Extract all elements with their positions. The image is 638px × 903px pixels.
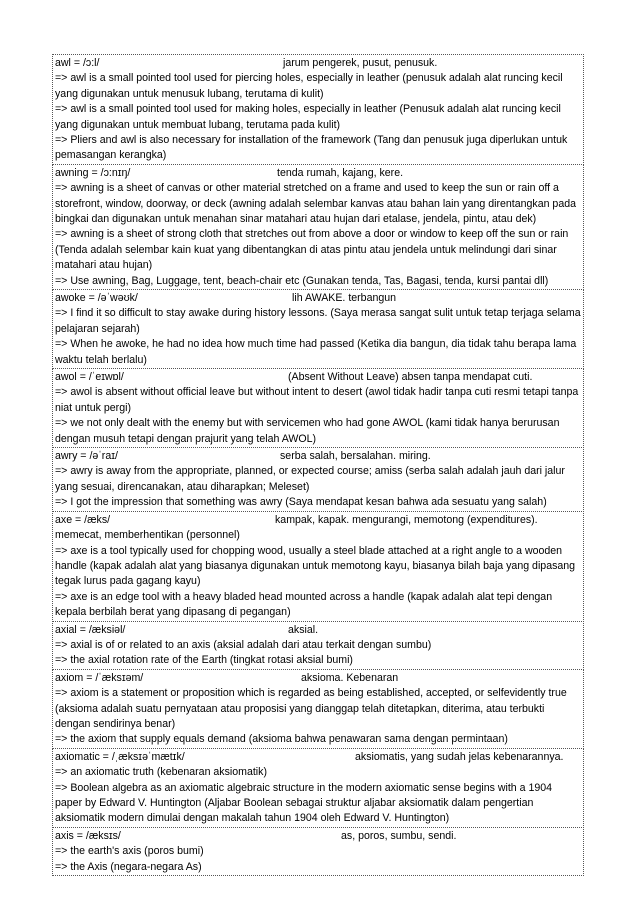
dictionary-entry (52, 621, 584, 670)
entry-example: waktu telah berlalu) (55, 353, 147, 366)
entry-example: => axe is an edge tool with a heavy bladed head mounted across a handle (kapak adalah alat tepi dengan kepala berbilah berat yang dipasang di pegangan) (55, 590, 553, 619)
dictionary-entry (52, 447, 584, 512)
entry-term: awoke = /əˈwəʊk/ (55, 292, 138, 305)
entry-term: axis = /æksɪs/ (55, 829, 121, 842)
entry-example: => axe is a tool typically used for chopping wood, usually a steel blade attached at a right angle to a wooden handle (kapak adalah alat yang biasanya digunakan untuk memotong kayu, biasanya bilah baja yang dipasang tegak lurus pada gagang kayu) (55, 544, 576, 588)
entry-example: => axial is of or related to an axis (aksial adalah dari atau terkait dengan sumbu) (55, 638, 432, 651)
entry-header (55, 829, 581, 844)
entry-example: => Use awning, Bag, Luggage, tent, beach-chair etc (Gunakan tenda, Tas, Bagasi, tenda, kursi pantai dll) (55, 274, 549, 287)
entry-example: => Boolean algebra as an axiomatic algebraic structure in the modern axiomatic sense begins with a 1904 paper by Edward V. Huntington (Aljabar Boolean sebagai struktur aljabar aksiomatik dalam pengertian aksiomatik modern dimulai dengan makalah tahun 1904 oleh Edward V. Huntington) (55, 781, 553, 825)
entry-translation: tenda rumah, kajang, kere. (277, 166, 404, 179)
entry-translation: aksial. (288, 623, 319, 636)
entry-translation: as, poros, sumbu, sendi. (341, 829, 457, 842)
entry-example: => Pliers and awl is also necessary for installation of the framework (Tang dan penusuk juga diperlukan untuk pemasangan kerangka) (55, 134, 568, 162)
entry-example: => When he awoke, he had no idea how much time had passed (Ketika dia bangun, dia tidak tahu berapa lama (55, 338, 577, 351)
entry-header (55, 513, 581, 528)
entry-example: => awl is a small pointed tool used for piercing holes, especially in leather (penusuk adalah alat runcing kecil yang digunakan untuk menusuk lubang, terutama di kulit) (55, 72, 563, 100)
entry-example: => we not only dealt with the enemy but with servicemen who had gone AWOL (kami tidak hanya berurusan dengan musuh tetapi dengan prajurit yang telah AWOL) (55, 417, 560, 445)
entry-term: awning = /ɔ:nɪŋ/ (55, 166, 131, 179)
entry-term: awl = /ɔ:l/ (55, 57, 100, 69)
entry-header (55, 623, 581, 638)
entry-example: => the axiom that supply equals demand (aksioma bahwa penawaran sama dengan permintaan) (55, 733, 508, 746)
entry-example: => awl is a small pointed tool used for making holes, especially in leather (Penusuk adalah alat runcing kecil yang digunakan untuk membuat lubang, terutama pada kulit) (55, 103, 561, 131)
entry-translation: jarum pengerek, pusut, penusuk. (283, 57, 438, 69)
entry-example: => awry is away from the appropriate, planned, or expected course; amiss (serba salah adalah jauh dari jalur yang sesuai, direncanakan, atau diharapkan; Meleset) (55, 465, 565, 493)
entry-example: => the Axis (negara-negara As) (55, 860, 202, 873)
entry-example: => axiom is a statement or proposition which is regarded as being established, accepted, or selfevidently true (aksioma adalah suatu pernyataan atau proposisi yang dianggap telah ditetapkan, diterima, atau terbukti dengan sendirinya benar) (55, 687, 567, 730)
entry-example: memecat, memberhentikan (personnel) (55, 529, 240, 542)
entry-translation: (Absent Without Leave) absen tanpa mendapat cuti. (288, 371, 533, 384)
entry-term: axial = /æksiəl/ (55, 623, 126, 636)
dictionary-entry (52, 368, 584, 448)
entry-example: => I find it so difficult to stay awake during history lessons. (Saya merasa sangat sulit untuk tetap terjaga selama pelajaran sejarah) (55, 307, 581, 335)
dictionary-entries (52, 55, 584, 876)
entry-term: awry = /əˈraɪ/ (55, 450, 118, 463)
entry-translation: aksioma. Kebenaran (301, 671, 399, 684)
dictionary-entry (52, 164, 584, 290)
entry-term: axiom = /ˈæksɪəm/ (55, 671, 144, 684)
entry-example: => awning is a sheet of strong cloth that stretches out from above a door or window to keep off the sun or rain (Tenda adalah selembar kain kuat yang dibentangkan di atas pintu atau jendela untuk melindungi dari sinar matahari atau hujan) (55, 228, 569, 272)
entry-header (55, 291, 581, 306)
entry-header (55, 56, 581, 71)
entry-header (55, 370, 581, 385)
dictionary-entry (52, 669, 584, 749)
entry-header (55, 671, 581, 686)
entry-term: awol = /ˈeɪwɒl/ (55, 371, 124, 384)
dictionary-entry (52, 289, 584, 369)
entry-header (55, 449, 581, 464)
entry-header (55, 750, 581, 765)
entry-example: => the earth's axis (poros bumi) (55, 845, 204, 858)
dictionary-entry (52, 511, 584, 622)
entry-translation: serba salah, bersalahan. miring. (280, 450, 431, 463)
entry-term: axe = /æks/ (55, 513, 111, 526)
entry-example: => an axiomatic truth (kebenaran aksiomatik) (55, 766, 267, 779)
entry-example: => awning is a sheet of canvas or other material stretched on a frame and used to keep the sun or rain off a storefront, window, doorway, or deck (awning adalah selembar kanvas atau bahan lain yang direntangkan pada bingkai dan digunakan untuk menahan sinar matahari atau hujan dari etalase, jendela, pintu, atau dek) (55, 182, 576, 226)
entry-example: => I got the impression that something was awry (Saya mendapat kesan bahwa ada sesuatu yang salah) (55, 496, 547, 509)
dictionary-entry (52, 748, 584, 828)
entry-example: => the axial rotation rate of the Earth (tingkat rotasi aksial bumi) (55, 654, 353, 667)
entry-translation: kampak, kapak. mengurangi, memotong (expenditures). (275, 513, 538, 526)
entry-header (55, 166, 581, 181)
dictionary-entry (52, 827, 584, 876)
entry-term: axiomatic = /ˌæksɪəˈmætɪk/ (55, 750, 185, 763)
entry-translation: lih AWAKE. terbangun (292, 292, 397, 305)
dictionary-entry (52, 54, 584, 165)
entry-translation: aksiomatis, yang sudah jelas kebenarannya. (355, 750, 564, 763)
entry-example: => awol is absent without official leave but without intent to desert (awol tidak hadir tanpa cuti resmi tetapi tanpa niat untuk pergi) (55, 386, 579, 414)
